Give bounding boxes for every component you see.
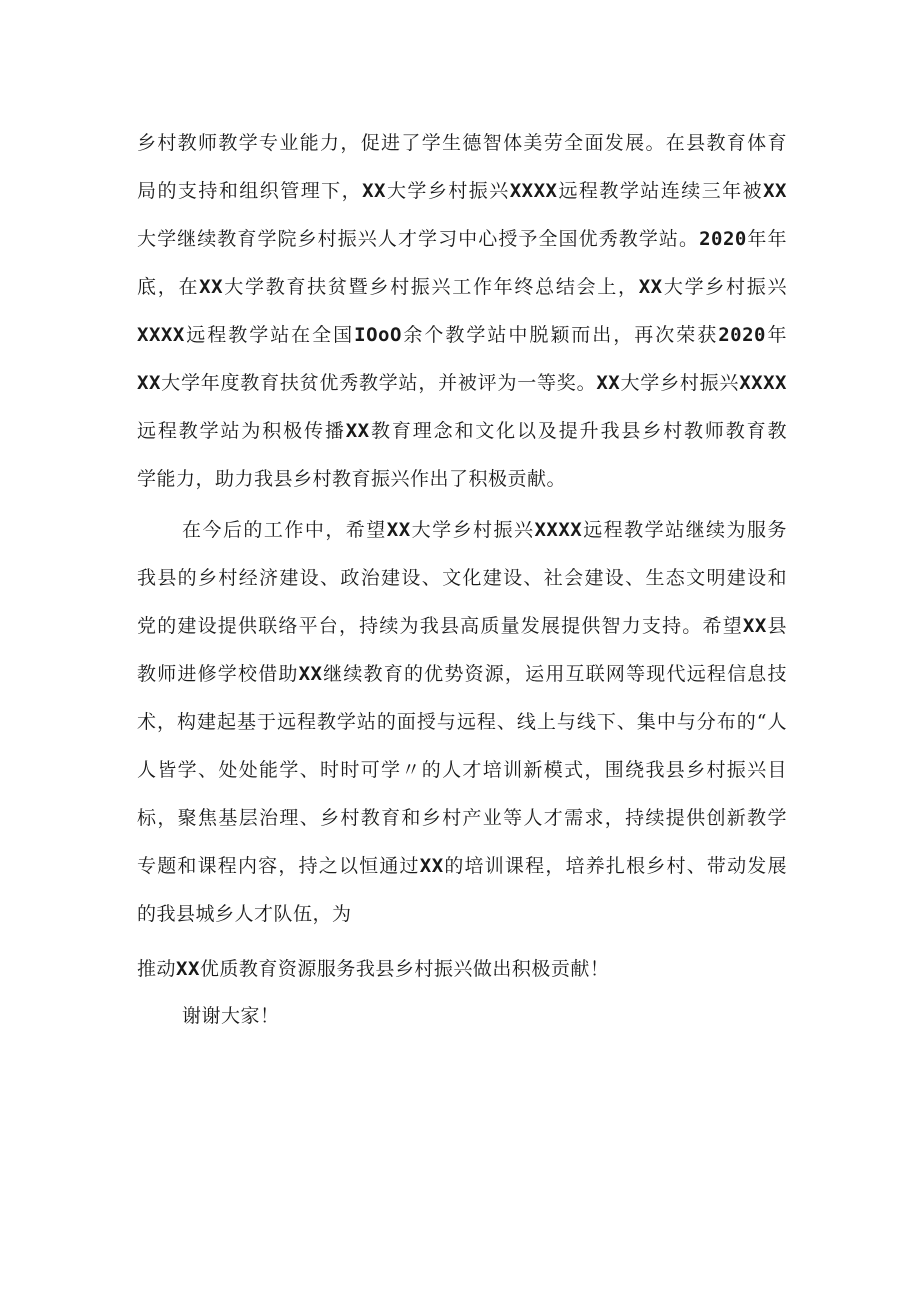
paragraph-line: 局的支持和组织管理下，XX大学乡村振兴XXXX远程教学站连续三年被XX [137, 180, 787, 202]
paragraph-line: 大学继续教育学院乡村振兴人才学习中心授予全国优秀教学站。2020年年 [137, 228, 787, 250]
paragraph-line: XXXX远程教学站在全国IOoO余个教学站中脱颖而出，再次荣获2020年 [137, 324, 787, 346]
paragraph-line: 人皆学、处处能学、时时可学〃的人才培训新模式，围绕我县乡村振兴目 [137, 759, 787, 781]
paragraph-line: 在今后的工作中，希望XX大学乡村振兴XXXX远程教学站继续为服务 [182, 519, 787, 541]
closing-line: 谢谢大家！ [182, 1005, 280, 1027]
paragraph-line: XX大学年度教育扶贫优秀教学站，并被评为一等奖。XX大学乡村振兴XXXX [137, 372, 787, 394]
paragraph-line: 术，构建起基于远程教学站的面授与远程、线上与线下、集中与分布的“人 [137, 711, 787, 733]
paragraph-line: 的我县城乡人才队伍，为 [137, 903, 352, 925]
paragraph-line: 党的建设提供联络平台，持续为我县高质量发展提供智力支持。希望XX县 [137, 615, 787, 637]
paragraph-line: 底，在XX大学教育扶贫暨乡村振兴工作年终总结会上，XX大学乡村振兴 [137, 276, 787, 298]
paragraph-line: 标，聚焦基层治理、乡村教育和乡村产业等人才需求，持续提供创新教学 [137, 807, 787, 829]
paragraph-line: 我县的乡村经济建设、政治建设、文化建设、社会建设、生态文明建设和 [137, 567, 787, 589]
paragraph-line: 学能力，助力我县乡村教育振兴作出了积极贡献。 [137, 468, 567, 490]
paragraph-line: 专题和课程内容，持之以恒通过XX的培训课程，培养扎根乡村、带动发展 [137, 855, 787, 877]
paragraph-line: 远程教学站为积极传播XX教育理念和文化以及提升我县乡村教师教育教 [137, 420, 787, 442]
paragraph-line: 教师进修学校借助XX继续教育的优势资源，运用互联网等现代远程信息技 [137, 663, 787, 685]
paragraph-line: 推动XX优质教育资源服务我县乡村振兴做出积极贡献！ [137, 958, 610, 980]
paragraph-line: 乡村教师教学专业能力，促进了学生德智体美劳全面发展。在县教育体育 [137, 132, 787, 154]
